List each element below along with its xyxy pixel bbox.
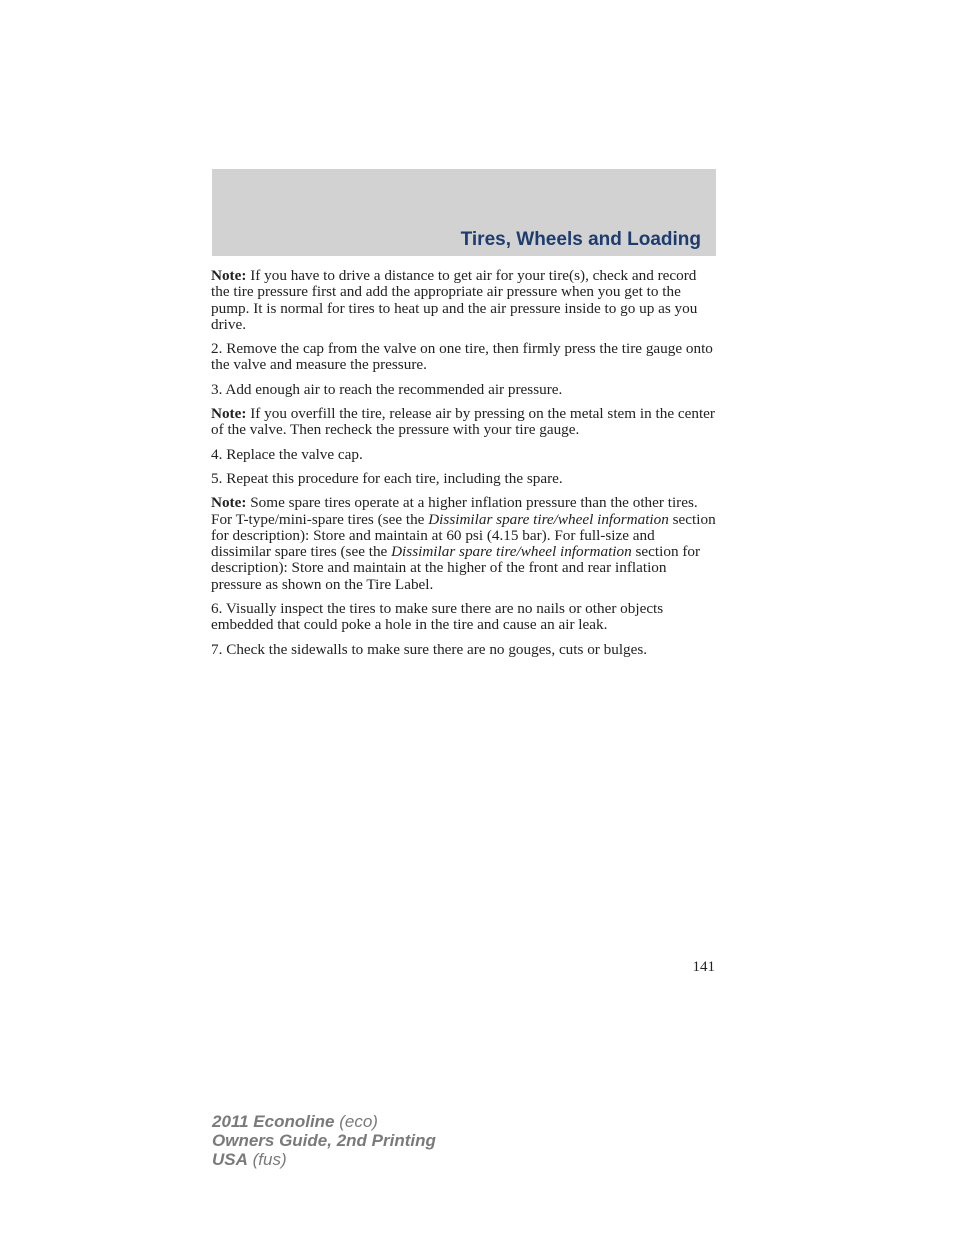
note-label: Note: [211,267,247,284]
cross-reference: Dissimilar spare tire/wheel information [391,543,632,561]
footer-model: 2011 Econoline [212,1112,335,1131]
note-text: Some spare tires operate at a higher inflation pressure than the other tires. For T-type/mini-spare tires (see the [211,494,698,528]
step-7: 7. Check the sidewalls to make sure there are no gouges, cuts or bulges. [211,640,648,658]
footer-model-code: (eco) [334,1112,378,1131]
step-3: 3. Add enough air to reach the recommended air pressure. [211,380,563,398]
note-text: section for description): Store and maintain at the higher of the front and rear inflation pressure as shown on the Tire Label. [211,543,701,593]
step-2: 2. Remove the cap from the valve on one tire, then firmly press the tire gauge onto the valve and measure the pressure. [211,340,713,374]
step-6: 6. Visually inspect the tires to make sure there are no nails or other objects embedded that could poke a hole in the tire and cause an air leak. [211,600,664,634]
footer-line-1 [212,1112,436,1131]
note-paragraph [211,495,717,593]
footer-line-3 [212,1150,436,1169]
note-paragraph [211,268,717,333]
note-label: Note: [211,494,247,512]
footer-line-2: Owners Guide, 2nd Printing [212,1131,436,1150]
footer [212,1112,436,1169]
footer-region: USA [212,1150,248,1169]
section-header-band [212,169,716,256]
note-text: section for description): Store and maintain at 60 psi (4.15 bar). For full-size and dissimilar spare tires (see the [211,510,716,561]
note-text: If you overfill the tire, release air by pressing on the metal stem in the center of the valve. Then recheck the pressure with your tire gauge. [211,405,715,439]
note-paragraph [211,406,717,439]
note-text: If you have to drive a distance to get air for your tire(s), check and record the tire pressure first and add the appropriate air pressure when you get to the pump. It is normal for tires to heat up and the air pressure inside to go up as you drive. [211,267,698,333]
section-title: Tires, Wheels and Loading [460,229,701,250]
page-content [211,268,717,666]
note-label: Note: [211,405,247,423]
step-5: 5. Repeat this procedure for each tire, including the spare. [211,469,563,487]
footer-region-code: (fus) [247,1150,287,1169]
step-4: 4. Replace the valve cap. [211,445,363,463]
page-number: 141 [692,959,715,975]
cross-reference: Dissimilar spare tire/wheel information [428,510,669,528]
